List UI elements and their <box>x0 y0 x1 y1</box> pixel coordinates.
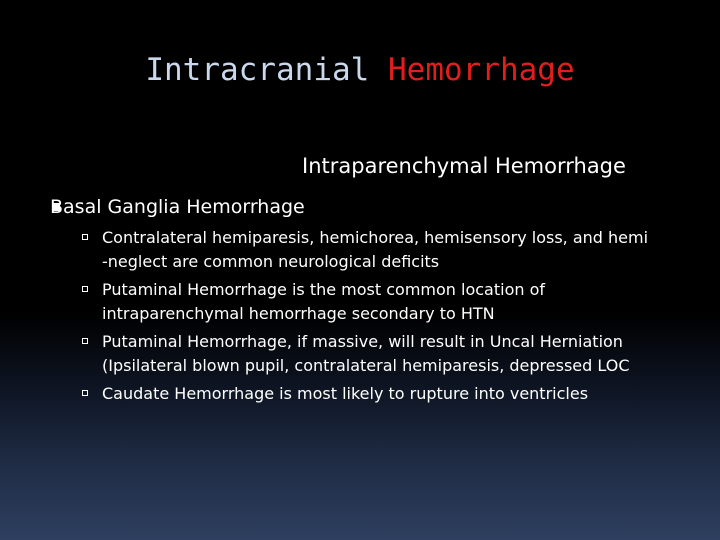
list-item <box>82 382 682 406</box>
list-item <box>82 226 682 274</box>
list-item-line: intraparenchymal hemorrhage secondary to HTN <box>102 304 495 323</box>
list-item-line: Contralateral hemiparesis, hemichorea, hemisensory loss, and hemi <box>102 228 649 247</box>
subheading <box>0 152 706 180</box>
hollow-square-bullet-icon <box>82 286 88 292</box>
hollow-square-bullet-icon <box>82 234 88 240</box>
list-item-line: (Ipsilateral blown pupil, contralateral hemiparesis, depressed LOC <box>102 356 630 375</box>
list-item <box>82 278 682 326</box>
list-item-line: Putaminal Hemorrhage is the most common location of <box>102 280 546 299</box>
subheading-text: Intraparenchymal Hemorrhage <box>302 154 626 178</box>
hollow-square-bullet-icon <box>82 390 88 396</box>
title-part-intracranial: Intracranial <box>145 52 370 88</box>
list-item-line: -neglect are common neurological deficits <box>102 252 440 271</box>
slide-title <box>0 50 720 90</box>
title-part-hemorrhage: Hemorrhage <box>388 52 575 88</box>
list-item-line: Putaminal Hemorrhage, if massive, will result in Uncal Herniation <box>102 332 623 351</box>
list-item-line: Caudate Hemorrhage is most likely to rupture into ventricles <box>102 384 589 403</box>
hollow-square-bullet-icon <box>82 338 88 344</box>
bullet-level2-list <box>82 226 682 410</box>
bullet-level1: Basal Ganglia Hemorrhage <box>50 196 305 218</box>
list-item <box>82 330 682 378</box>
